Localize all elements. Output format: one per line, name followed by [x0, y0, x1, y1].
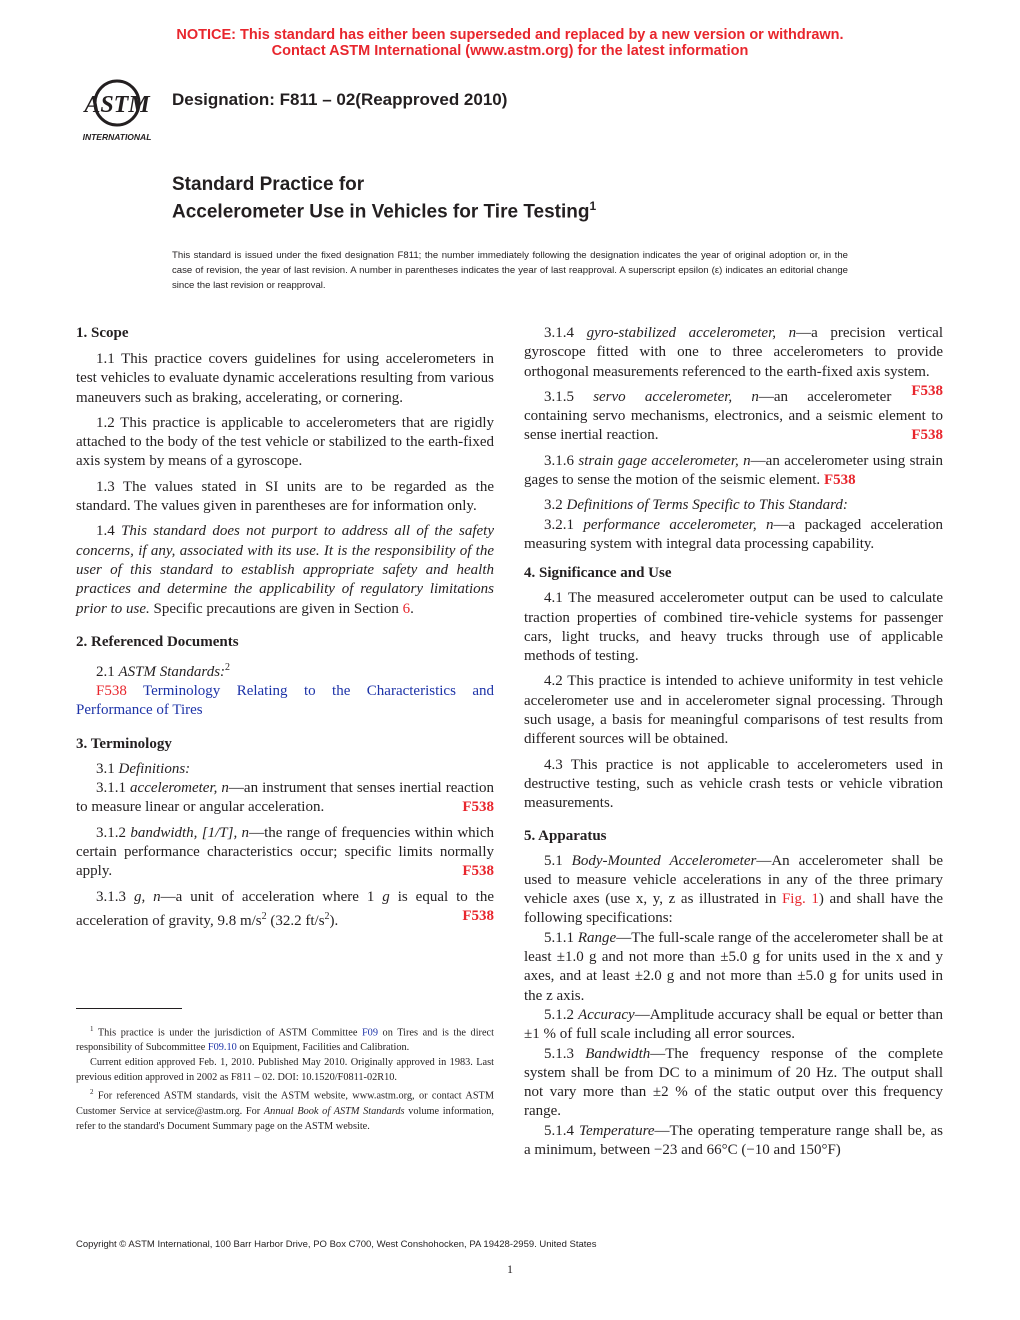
page-number: 1 [507, 1262, 513, 1276]
para-3-1-6: 3.1.6 strain gage accelerometer, n—an accelerometer using strain gages to sense the motion of the seismic element. F538 [524, 452, 943, 489]
title-line-2: Accelerometer Use in Vehicles for Tire Testing$^1$ [172, 199, 597, 223]
para-1-1: 1.1 This practice covers guidelines for using accelerometers in test vehicles to evaluate dynamic accelerations resulting from various maneuvers such as braking, accelerating, or cornering. [76, 351, 494, 406]
footnote-rule [76, 1008, 182, 1009]
notice-line-1: NOTICE: This standard has either been superseded and replaced by a new version or withdrawn. [176, 27, 844, 43]
para-3-1-4: 3.1.4 gyro-stabilized accelerometer, n—a precision vertical gyroscope fitted with one to three accelerometers to provide orthogonal measurements referenced to the earth-fixed axis system. F538 [524, 324, 943, 382]
para-3-1-3: 3.1.3 g, n—a unit of acceleration where 1 g is equal to the acceleration of gravity, 9.8 $m/s^2$ (32.2 $ft/s^2$). F538 [76, 888, 495, 929]
f538-ref[interactable]: F538 [911, 382, 943, 399]
astm-logo [72, 76, 162, 146]
section-6-link[interactable]: 6 [402, 600, 411, 617]
para-5-1-3: 5.1.3 Bandwidth—The frequency response of the complete system shall be from DC to a minimum of 20 Hz. The output shall not vary more than ±2 % of the static output over this frequency range. [524, 1045, 943, 1120]
fig-1-link[interactable]: Fig. 1 [781, 891, 819, 908]
f09-10-link[interactable]: F09.10 [207, 1042, 237, 1054]
para-4-3: 4.3 This practice is not applicable to accelerometers used in destructive testing, such as vehicle crash tests or vehicle vibration measurements. [524, 756, 943, 812]
para-3-2: 3.2 Definitions of Terms Specific to This Standard: [544, 497, 848, 514]
ref-f538 [76, 682, 494, 721]
f538-ref[interactable]: F538 [823, 472, 856, 489]
footnotes [76, 1022, 494, 1134]
footnote-1: $^1$ This practice is under the jurisdiction of ASTM Committee F09 on Tires and is the direct responsibility of Subcommittee F09.10 on Equipment, Facilities and Calibration. [76, 1025, 494, 1054]
notice-line-2: Contact ASTM International (www.astm.org) for the latest information [271, 43, 749, 59]
para-3-1-5: 3.1.5 servo accelerometer, n—an accelerometer containing servo mechanisms, electronics, and a seismic element to sense inertial reaction. F538 [524, 388, 943, 446]
section-3-heading: 3. Terminology [76, 735, 172, 752]
section-2-heading: 2. Referenced Documents [76, 633, 239, 650]
section-5-heading: 5. Apparatus [524, 827, 607, 844]
copyright: Copyright © ASTM International, 100 Barr Harbor Drive, PO Box C700, West Conshohocken, PA 19428-2959. United States [76, 1239, 597, 1250]
para-5-1: 5.1 Body-Mounted Accelerometer—An accelerometer shall be used to measure vehicle accelerations in any of the three primary vehicle axes (use x, y, z as illustrated in Fig. 1) and shall have the following specifications: [524, 852, 943, 927]
f538-title-link[interactable]: Terminology Relating to the Characteristics and Performance of Tires [76, 683, 494, 719]
section-4-heading: 4. Significance and Use [524, 565, 672, 582]
f538-ref[interactable]: F538 [911, 427, 943, 444]
para-1-2: 1.2 This practice is applicable to accelerometers that are rigidly attached to the body of the test vehicle or stabilized to the earth-fixed axis system by means of a gyroscope. [76, 414, 494, 470]
footnote-2: $^2$ For referenced ASTM standards, visit the ASTM website, www.astm.org, or contact ASTM Customer Service at service@astm.org. For Annual Book of ASTM Standards volume information, refer to the standard's Document Summary page on the ASTM website. [76, 1088, 494, 1132]
para-3-2-1: 3.2.1 performance accelerometer, n—a packaged acceleration measuring system with integral data processing capability. [524, 516, 943, 552]
footnote-1-edition: Current edition approved Feb. 1, 2010. Published May 2010. Originally approved in 1983. Last previous edition approved in 2002 as F811 – 02. DOI: 10.1520/F0811-02R10. [76, 1057, 494, 1084]
para-3-1-2: 3.1.2 bandwidth, [1/T], n—the range of frequencies within which certain performance characteristics occur; specific limits normally apply. F538 [76, 824, 494, 882]
para-2-1: 2.1 ASTM Standards:$^2$ [96, 661, 231, 680]
para-3-1: 3.1 Definitions: [96, 760, 191, 777]
para-4-1: 4.1 The measured accelerometer output can be used to calculate traction properties of combined tire-vehicle systems for passenger cars, light trucks, and heavy trucks through use of applicable methods of testing. [524, 590, 943, 665]
logo-subtext: INTERNATIONAL [82, 132, 152, 142]
f09-link[interactable]: F09 [361, 1027, 378, 1039]
left-column [76, 324, 494, 937]
f538-ref[interactable]: F538 [462, 863, 494, 880]
title-line-1: Standard Practice for [172, 174, 365, 195]
para-1-4: 1.4 This standard does not purport to address all of the safety concerns, if any, associated with its use. It is the responsibility of the user of this standard to establish appropriate safety and health practices and determine the applicability of regulatory limitations prior to use. Specific precautions are given in Section 6. [76, 523, 495, 617]
f538-ref[interactable]: F538 [462, 799, 494, 816]
right-column [524, 324, 943, 1160]
logo-text: ASTM [84, 92, 150, 118]
para-1-3: 1.3 The values stated in SI units are to be regarded as the standard. The values given in parentheses are for information only. [76, 478, 494, 515]
issued-statement: This standard is issued under the fixed designation F811; the number immediately following the designation indicates the year of original adoption or, in the case of revision, the year of last revision. A number in parentheses indicates the year of last reapproval. A superscript epsilon (ε) indicates an editorial change since the last revision or reapproval. [172, 250, 848, 291]
f538-link[interactable]: F538 [96, 683, 127, 700]
para-5-1-1: 5.1.1 Range—The full-scale range of the accelerometer shall be at least ±1.0 g and not more than ±5.0 g for units used in the x and y axes, and at least ±2.0 g and not more than ±5.0 g for units used in the z axis. [524, 929, 943, 1004]
para-5-1-4: 5.1.4 Temperature—The operating temperature range shall be, as a minimum, between −23 and 66°C (−10 and 150°F) [524, 1122, 944, 1158]
para-3-1-1: 3.1.1 accelerometer, n—an instrument that senses inertial reaction to measure linear or angular acceleration. F538 [76, 779, 494, 818]
para-5-1-2: 5.1.2 Accuracy—Amplitude accuracy shall be equal or better than ±1 % of full scale including all error sources. [524, 1006, 943, 1043]
section-1-heading: 1. Scope [76, 325, 129, 341]
designation: Designation: F811 – 02(Reapproved 2010) [172, 90, 508, 109]
f538-ref[interactable]: F538 [462, 907, 494, 924]
para-4-2: 4.2 This practice is intended to achieve uniformity in test vehicle accelerometer use and in accelerometer signal processing. Through such usage, a basis for meaningful comparisons of test results from different sources will be obtained. [524, 673, 943, 748]
